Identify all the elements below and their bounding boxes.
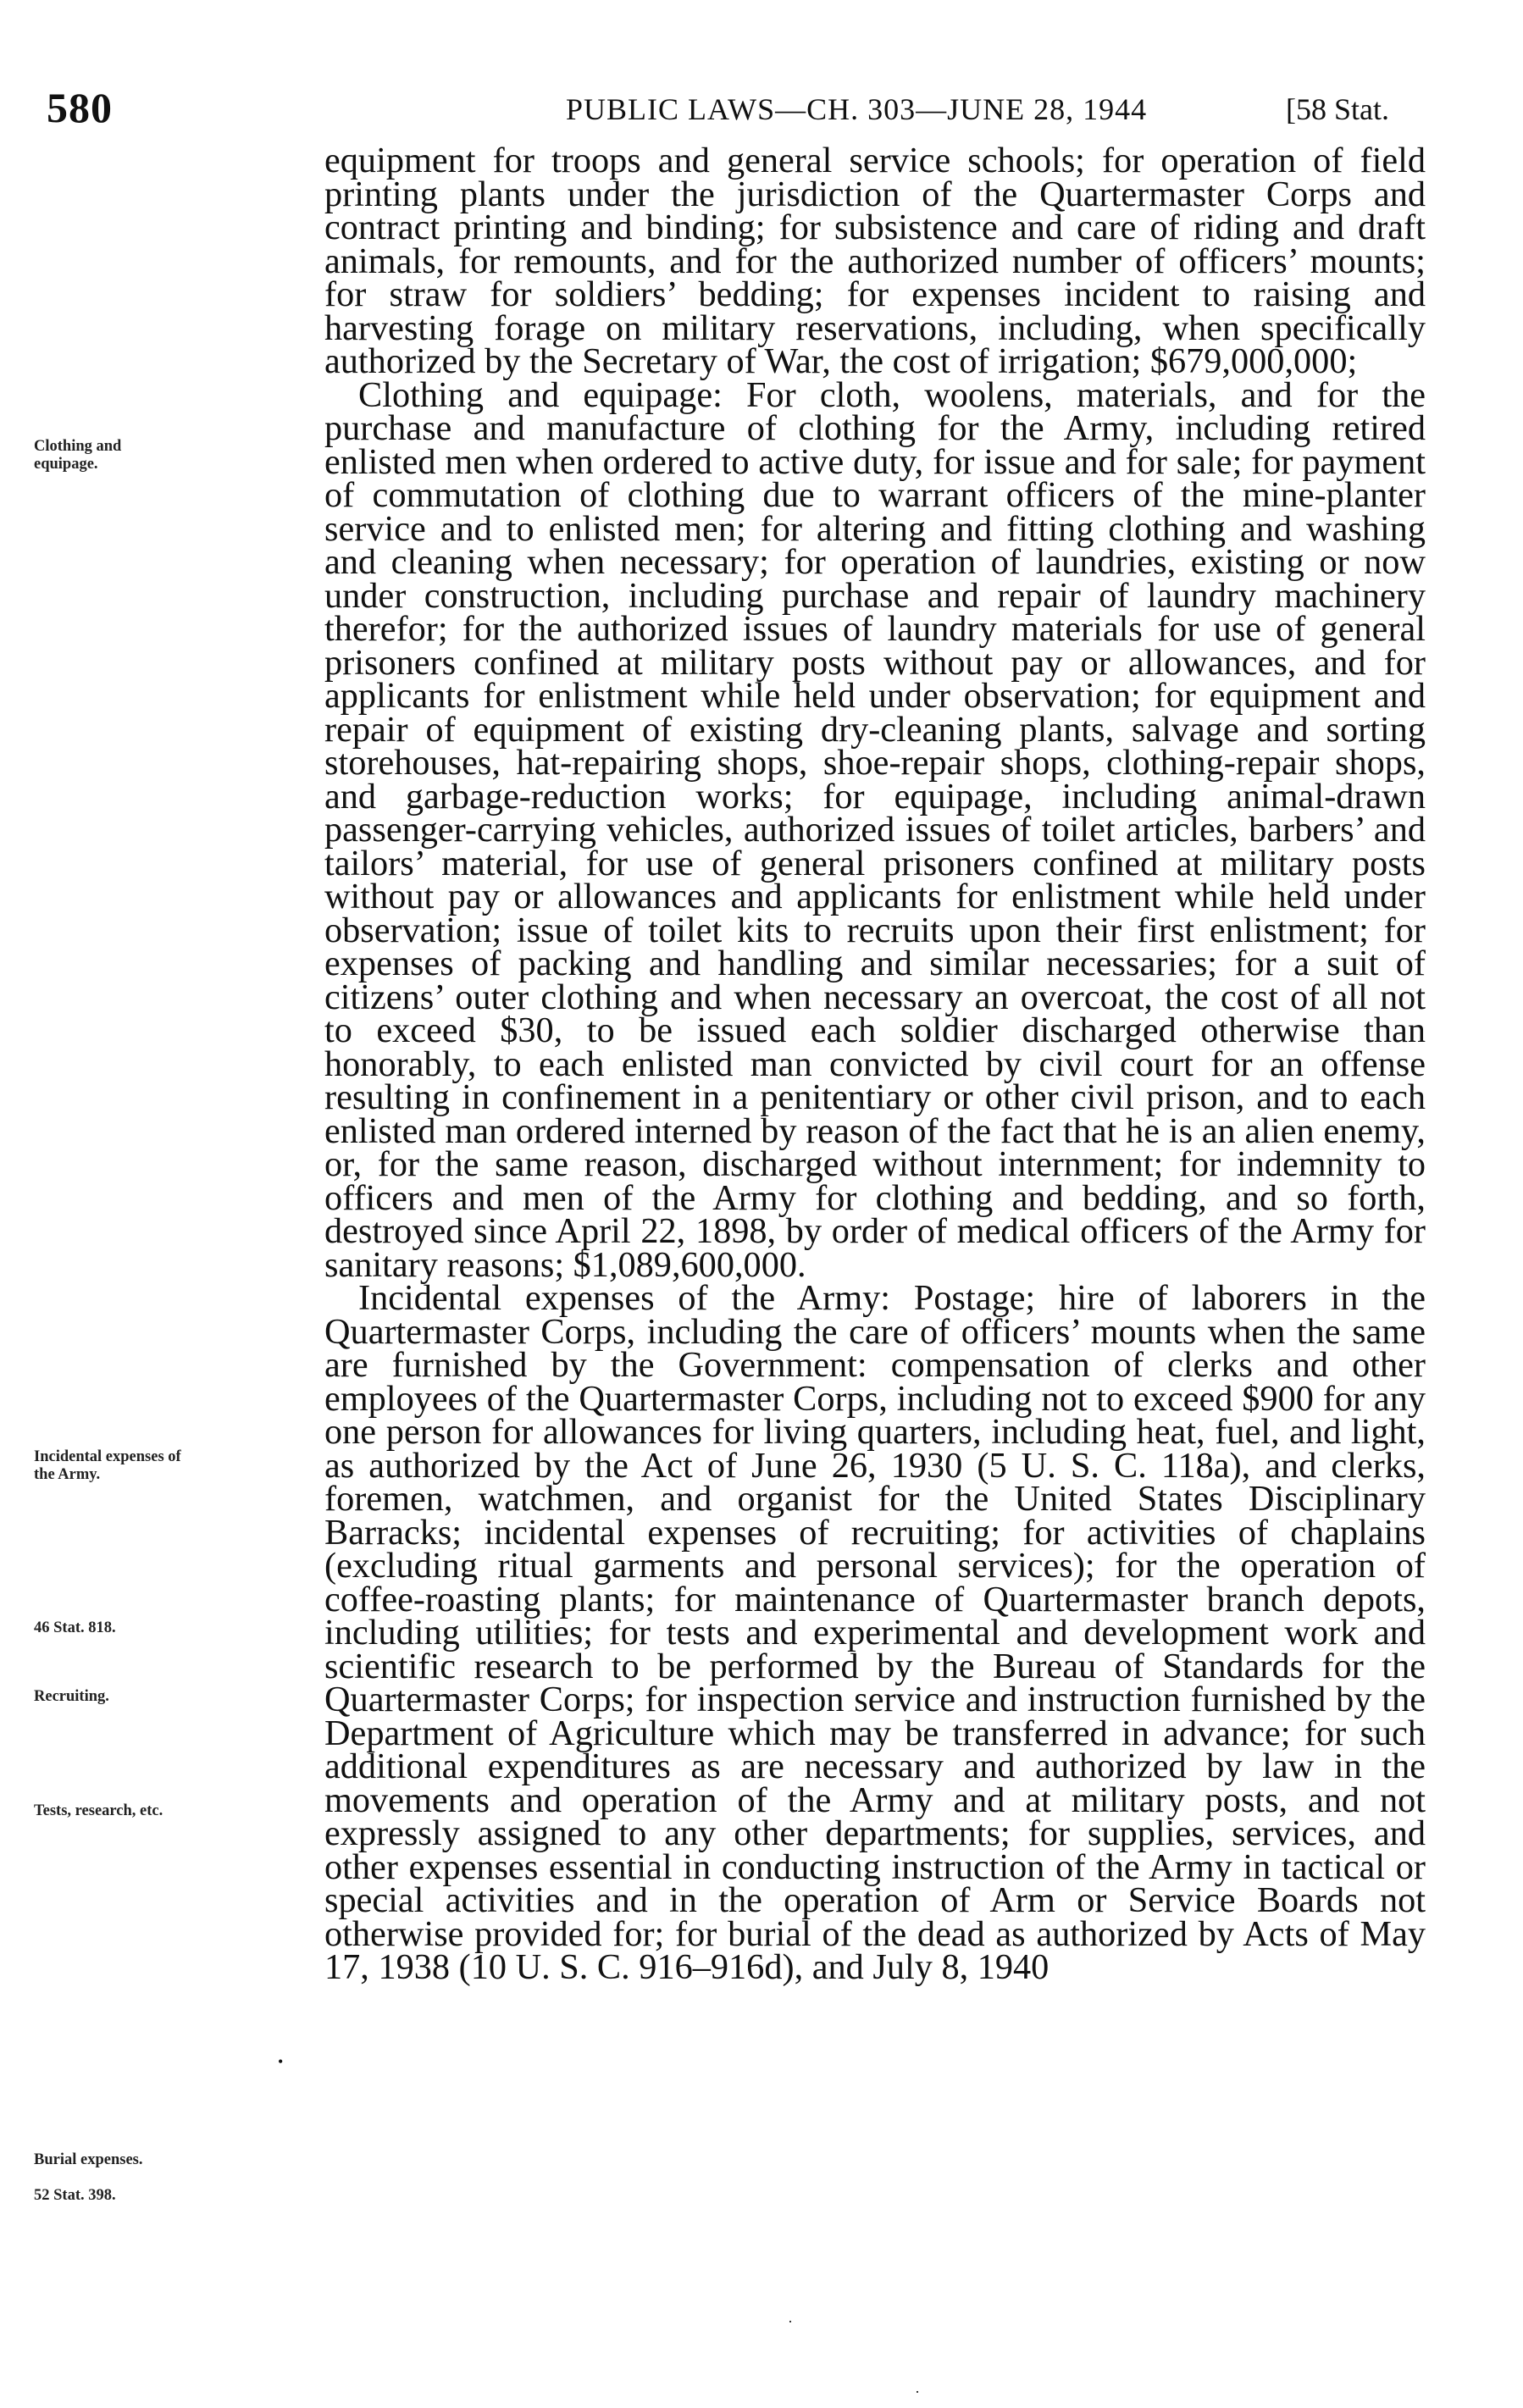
paragraph-clothing-and-equipage: Clothing and equipage: For cloth, woolens, materials, and for the purchase and manufacture of clothing for the Army, including retired enlisted men when ordered to active duty, for issue and for sale; for payment of commutation of clothing due to warrant officers of the mine-planter service and to enlisted men; for altering and fitting clothing and washing and cleaning when necessary; for operation of laundries, existing or now under construction, including purchase and repair of laundry machinery therefor; for the authorized issues of laundry materials for use of general prisoners confined at military posts without pay or allowances, and for applicants for enlistment while held under observation; for equipment and repair of equipment of existing dry-cleaning plants, salvage and sorting storehouses, hat-repairing shops, shoe-repair shops, clothing-repair shops, and garbage-reduction works; for equipage, including animal-drawn passenger-carrying vehicles, authorized issues of toilet articles, barbers’ and tailors’ material, for use of general prisoners confined at military posts without pay or allowances and applicants for enlistment while held under observation; issue of toilet kits to recruits upon their first enlistment; for expenses of packing and handling and similar necessaries; for a suit of citizens’ outer clothing and when necessary an overcoat, the cost of all not to exceed $30, to be issued each soldier discharged otherwise than honorably, to each enlisted man convicted by civil court for an offense resulting in confinement in a penitentiary or other civil prison, and to each enlisted man ordered interned by reason of the fact that he is an alien enemy, or, for the same reason, discharged without internment; for indemnity to officers and men of the Army for clothing and bedding, and so forth, destroyed since April 22, 1898, by order of medical officers of the Army for sanitary reasons; $1,089,600,000.	[324, 374, 1426, 1285]
margin-note-46-stat-818: 46 Stat. 818.	[34, 1619, 116, 1636]
margin-note-burial-expenses: Burial expenses.	[34, 2151, 143, 2168]
margin-note-incidental-expenses: Incidental expenses of the Army.	[34, 1448, 181, 1483]
page-number: 580	[47, 84, 113, 131]
volume-reference: [58 Stat.	[1286, 92, 1389, 126]
running-head: PUBLIC LAWS—CH. 303—JUNE 28, 1944	[566, 92, 1148, 126]
stray-mark: ·	[915, 2383, 920, 2400]
margin-note-52-stat-398: 52 Stat. 398.	[34, 2187, 116, 2204]
stray-mark: ·	[788, 2313, 793, 2330]
margin-note-recruiting: Recruiting.	[34, 1688, 109, 1705]
paragraph-incidental-expenses: Incidental expenses of the Army: Postage; hire of laborers in the Quartermaster Corps, including the care of officers’ mounts when the same are furnished by the Government: compensation of clerks and other employees of the Quartermaster Corps, including not to exceed $900 for any one person for allowances for living quarters, including heat, fuel, and light, as authorized by the Act of June 26, 1930 (5 U. S. C. 118a), and clerks, foremen, watchmen, and organist for the United States Disciplinary Barracks; incidental expenses of recruiting; for activities of chaplains (excluding ritual garments and personal services); for the operation of coffee-roasting plants; for maintenance of Quartermaster branch depots, including utilities; for tests and experimental and development work and scientific research to be performed by the Bureau of Standards for the Quartermaster Corps; for inspection service and instruction furnished by the Department of Agriculture which may be transferred in advance; for such additional expenditures as are necessary and authorized by law in the movements and operation of the Army and at military posts, and not expressly assigned to any other departments; for supplies, services, and other expenses essential in conducting instruction of the Army in tactical or special activities and in the operation of Arm or Service Boards not otherwise provided for; for burial of the dead as authorized by Acts of May 17, 1938 (10 U. S. C. 916–916d), and July 8, 1940	[324, 1278, 1426, 1987]
paragraph-equipment-continuation: equipment for troops and general service schools; for operation of field printing plants under the jurisdiction of the Quartermaster Corps and contract printing and binding; for subsistence and care of riding and draft animals, for remounts, and for the authorized number of officers’ mounts; for straw for soldiers’ bedding; for expenses incident to raising and harvesting forage on military reservations, including, when specifically authorized by the Secretary of War, the cost of irrigation; $679,000,000;	[324, 141, 1426, 381]
margin-note-tests-research: Tests, research, etc.	[34, 1802, 163, 1819]
margin-note-clothing: Clothing and equipage.	[34, 438, 122, 473]
body-text	[324, 141, 1426, 1987]
stray-mark: •	[278, 2053, 284, 2070]
